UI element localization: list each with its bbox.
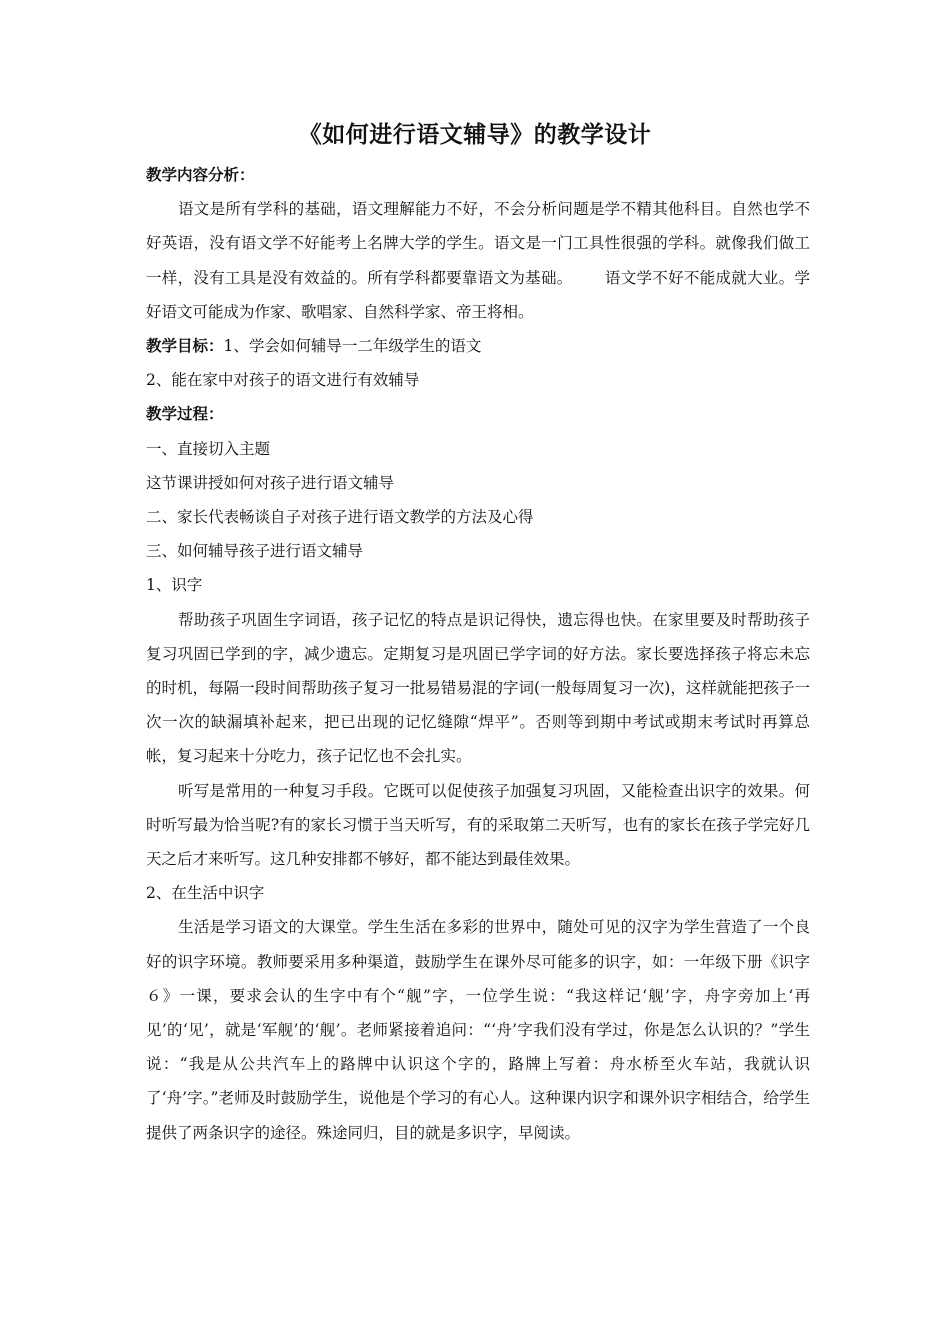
section-3-heading: 三、如何辅导孩子进行语文辅导 bbox=[146, 542, 364, 561]
goal-item-2: 2、能在家中对孩子的语文进行有效辅导 bbox=[146, 371, 420, 390]
subsection-1-paragraph-2: 听写是常用的一种复习手段。它既可以促使孩子加强复习巩固，又能检查出识字的效果。何时听写最为恰当呢?有的家长习惯于当天听写，有的采取第二天听写，也有的家长在孩子学完好几天之后才来听写。这几种安排都不够好，都不能达到最佳效果。 bbox=[146, 781, 810, 869]
subsection-1-paragraph-1: 帮助孩子巩固生字词语，孩子记忆的特点是识记得快，遗忘得也快。在家里要及时帮助孩子复习巩固已学到的字，减少遗忘。定期复习是巩固已学字词的好方法。家长要选择孩子将忘未忘的时机，每隔一段时间帮助孩子复习一批易错易混的字词(一般每周复习一次)，这样就能把孩子一次一次的缺漏填补起来，把已出现的记忆缝隙“焊平”。否则等到期中考试或期末考试时再算总帐，复习起来十分吃力，孩子记忆也不会扎实。 bbox=[146, 610, 810, 766]
goals-heading: 教学目标： bbox=[146, 336, 224, 356]
document-body bbox=[146, 158, 810, 1150]
section-1-text: 这节课讲授如何对孩子进行语文辅导 bbox=[146, 473, 395, 492]
goal-item-1: 1、学会如何辅导一二年级学生的语文 bbox=[223, 337, 482, 356]
document-title: 《如何进行语文辅导》的教学设计 bbox=[298, 121, 652, 148]
subsection-1-heading: 1、识字 bbox=[146, 576, 203, 595]
subsection-2-paragraph-1: 生活是学习语文的大课堂。学生生活在多彩的世界中，随处可见的汉字为学生营造了一个良好的识字环境。教师要采用多种渠道，鼓励学生在课外尽可能多的识字，如：一年级下册《识字６》一课，要求会认的生字中有个“舰”字，一位学生说：“我这样记‘舰’字，舟字旁加上‘再见’的‘见’，就是‘军舰’的‘舰’。老师紧接着追问：“‘舟’字我们没有学过，你是怎么认识的？”学生说：“我是从公共汽车上的路牌中认识这个字的，路牌上写着：舟水桥至火车站，我就认识了‘舟’字。”老师及时鼓励学生，说他是个学习的有心人。这种课内识字和课外识字相结合，给学生提供了两条识字的途径。殊途同归，目的就是多识字，早阅读。 bbox=[146, 918, 810, 1142]
section-2-heading: 二、家长代表畅谈自子对孩子进行语文教学的方法及心得 bbox=[146, 508, 534, 527]
analysis-heading: 教学内容分析： bbox=[146, 165, 255, 184]
goals-line bbox=[146, 329, 810, 363]
section-1-heading: 一、直接切入主题 bbox=[146, 439, 271, 458]
subsection-2-heading: 2、在生活中识字 bbox=[146, 884, 265, 903]
process-heading: 教学过程： bbox=[146, 404, 224, 424]
analysis-paragraph bbox=[146, 192, 810, 329]
analysis-text-b: 语文学不好不能成就大业。学好语文可能成为作家、歌唱家、自然科学家、帝王将相。 bbox=[146, 268, 810, 321]
analysis-text-a: 语文是所有学科的基础，语文理解能力不好，不会分析问题是学不精其他科目。自然也学不好英语，没有语文学不好能考上名牌大学的学生。语文是一门工具性很强的学科。就像我们做工一样，没有工具是没有效益的。所有学科都要靠语文为基础。 bbox=[146, 200, 810, 287]
